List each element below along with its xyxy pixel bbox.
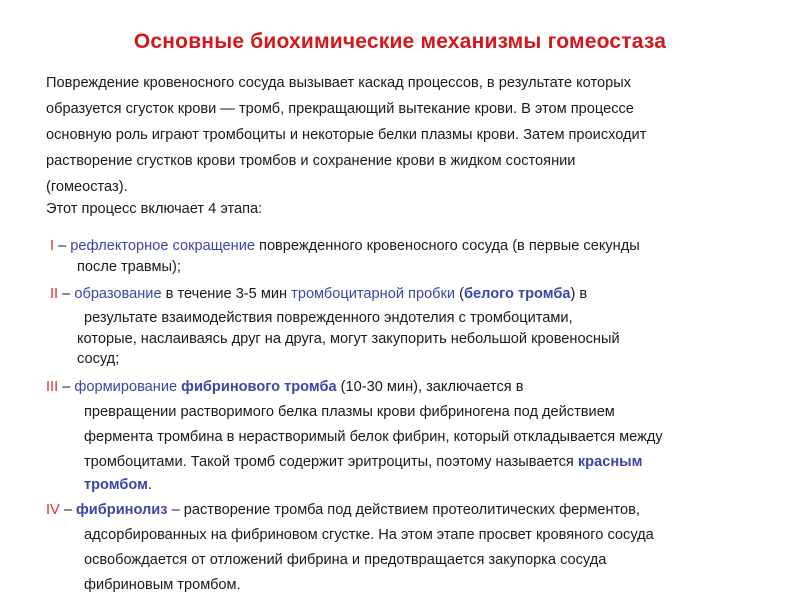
intro-line-5: (гомеостаз). xyxy=(46,179,128,195)
stage-1-numeral: I xyxy=(50,238,55,254)
stage-3-term: формирование xyxy=(74,379,178,395)
intro-line-1: Повреждение кровеносного сосуда вызывает каскад процессов, в результате которых xyxy=(46,75,632,91)
stage-3-line-5 xyxy=(84,476,152,494)
stage-2-term-2: тромбоцитарной пробки xyxy=(291,286,456,302)
stage-3-term-3: красным xyxy=(577,454,643,470)
intro-line-3: основную роль играют тромбоциты и некоторые белки плазмы крови. Затем происходит xyxy=(46,127,647,143)
stage-3-dash: – xyxy=(58,379,75,395)
stage-3-period: . xyxy=(147,477,152,493)
stage-3-term-2: фибринового тромба xyxy=(181,379,337,395)
intro-line-2: образуется сгусток крови — тромб, прекращающий вытекание крови. В этом процессе xyxy=(46,101,634,117)
stage-2-line-1 xyxy=(50,285,587,303)
stage-2-term: образование xyxy=(74,286,162,302)
stage-3-term-4: тромбом xyxy=(84,477,148,493)
stage-1-line-1 xyxy=(50,237,640,255)
stage-2-text-1: в течение 3-5 мин xyxy=(161,286,292,302)
stage-3-text-3: тромбоцитами. Такой тромб содержит эритроциты, поэтому называется xyxy=(84,454,578,470)
stage-1-term: рефлекторное сокращение xyxy=(70,238,255,254)
stage-2-line-4: сосуд; xyxy=(77,351,120,367)
page-title: Основные биохимические механизмы гомеостаза xyxy=(133,30,667,53)
stage-3-text-2: (10-30 мин), заключается в xyxy=(336,379,524,395)
intro-line-4: растворение сгустков крови тромбов и сохранение крови в жидком состоянии xyxy=(46,153,576,169)
stage-4-text-1: – растворение тромба под действием протеолитических ферментов, xyxy=(167,502,640,518)
stage-4-dash: – xyxy=(59,502,77,518)
stage-3-line-4 xyxy=(84,453,642,471)
stage-3-numeral: III xyxy=(46,379,59,395)
stage-4-line-2: адсорбированных на фибриновом сгустке. На этом этапе просвет кровяного сосуда xyxy=(84,527,654,543)
stage-2-line-2: результате взаимодействия поврежденного эндотелия с тромбоцитами, xyxy=(84,310,573,326)
stage-1-dash: – xyxy=(54,238,71,254)
intro-line-6: Этот процесс включает 4 этапа: xyxy=(46,201,263,217)
stage-1-text: поврежденного кровеносного сосуда (в первые секунды xyxy=(254,238,640,254)
stage-2-numeral: II xyxy=(50,286,59,302)
stage-3-line-1 xyxy=(46,378,524,396)
stage-2-line-3: которые, наслаиваясь друг на друга, могут закупорить небольшой кровеносный xyxy=(77,331,620,347)
stage-2-dash: – xyxy=(58,286,75,302)
stage-4-line-4: фибриновым тромбом. xyxy=(84,577,241,593)
stage-1-line-2: после травмы); xyxy=(77,259,181,275)
stage-2-text-3: ) в xyxy=(570,286,588,302)
stage-4-line-3: освобождается от отложений фибрина и предотвращается закупорка сосуда xyxy=(84,552,607,568)
stage-3-line-3: фермента тромбина в нерастворимый белок фибрин, который откладывается между xyxy=(84,429,663,445)
stage-4-line-1 xyxy=(46,501,640,519)
stage-2-term-3: белого тромба xyxy=(464,286,571,302)
stage-4-numeral: IV xyxy=(46,502,60,518)
stage-4-term: фибринолиз xyxy=(76,502,168,518)
stage-2-text-2: ( xyxy=(455,286,464,302)
stage-3-line-2: превращении растворимого белка плазмы крови фибриногена под действием xyxy=(84,404,615,420)
